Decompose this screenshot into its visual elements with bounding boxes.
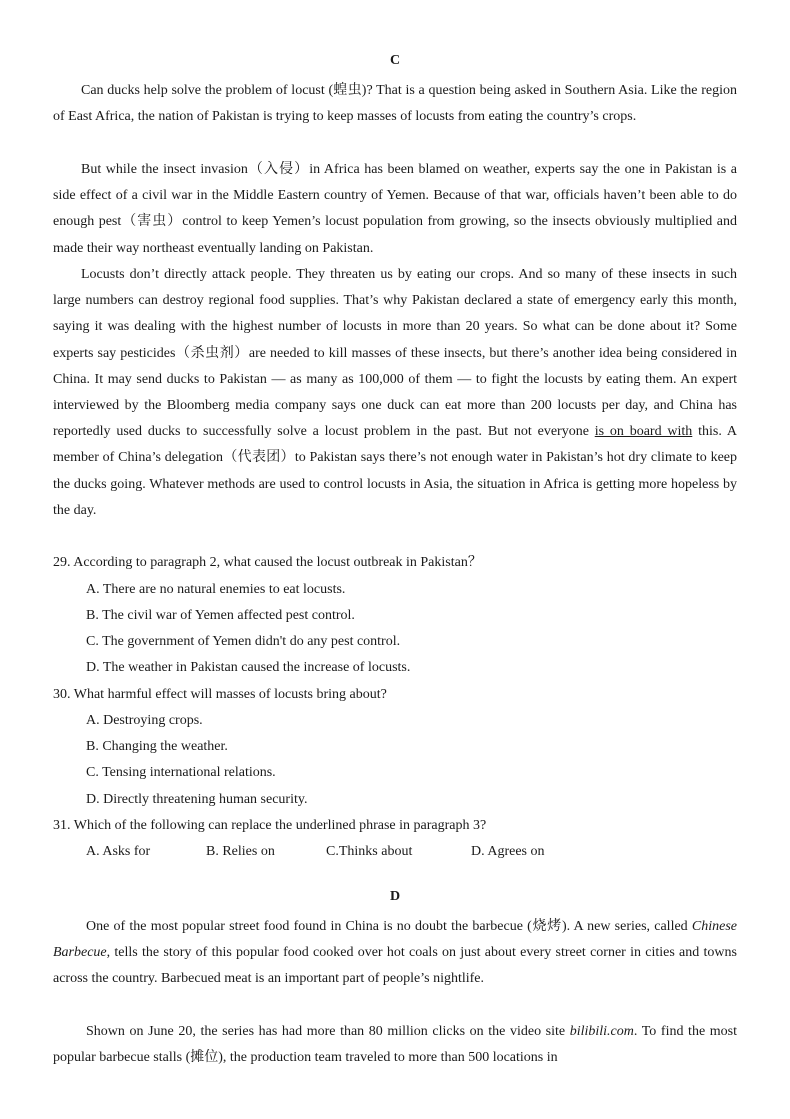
paragraph-d2-text-b: . To find the most popular barbecue stalls (摊位), the production team traveled to more than 500 locations in (53, 1024, 737, 1066)
series-title: Chinese Barbecue (53, 919, 737, 961)
question-29-option-b[interactable]: B. The civil war of Yemen affected pest control. (86, 608, 355, 623)
section-c-paragraph-1: Can ducks help solve the problem of locust (蝗虫)? That is a question being asked in Southern Asia. Like the region of East Africa, the nation of Pakistan is trying to keep masses of locusts from eating the country’s crops. (53, 83, 737, 125)
paragraph-d1-text-b: , tells the story of this popular food cooked over hot coals on just about every street corner in cities and towns across the country. Barbecued meat is an important part of people’s nightlife. (53, 945, 737, 987)
paragraph-d2-text-a: Shown on June 20, the series has had more than 80 million clicks on the video site (86, 1024, 570, 1039)
underlined-phrase: is on board with (594, 424, 693, 440)
section-c-title: C (389, 53, 401, 68)
question-30-stem: 30. What harmful effect will masses of locusts bring about? (53, 687, 387, 702)
paragraph-3-text-after: this. A member of China’s delegation（代表团）to Pakistan says there’s not enough water in Pakistan’s hot dry climate to keep the ducks going. Whatever methods are used to control locusts in Asia, the situation in Africa is getting more hopeless by the day. (53, 424, 737, 518)
section-c-paragraph-3 (53, 262, 737, 524)
question-31-option-a[interactable]: A. Asks for (86, 844, 151, 859)
question-29-option-d[interactable]: D. The weather in Pakistan caused the increase of locusts. (86, 660, 411, 675)
question-29-option-a[interactable]: A. There are no natural enemies to eat locusts. (86, 582, 346, 597)
question-30-option-d[interactable]: D. Directly threatening human security. (86, 792, 308, 807)
section-d-paragraph-2 (53, 1019, 737, 1071)
question-29-stem: 29. According to paragraph 2, what caused the locust outbreak in Pakistan？ (53, 555, 482, 570)
section-c-paragraph-2: But while the insect invasion（入侵）in Africa has been blamed on weather, experts say the one in Pakistan is a side effect of a civil war in the Middle Eastern country of Yemen. Because of that war, officials haven’t been able to do enough pest（害虫）control to keep Yemen’s locust population from growing, so the insects obviously multiplied and made their way northeast eventually landing on Pakistan. (53, 162, 737, 256)
section-d-title: D (389, 889, 401, 904)
paragraph-d1-text-a: One of the most popular street food found in China is no doubt the barbecue (烧烤). A new series, called (86, 919, 692, 934)
question-31-option-d[interactable]: D. Agrees on (471, 844, 545, 859)
question-31-stem: 31. Which of the following can replace the underlined phrase in paragraph 3? (53, 818, 487, 833)
question-30-option-a[interactable]: A. Destroying crops. (86, 713, 203, 728)
question-31-option-c[interactable]: C.Thinks about (326, 844, 413, 859)
section-d-paragraph-1 (53, 914, 737, 993)
question-31-option-b[interactable]: B. Relies on (206, 844, 275, 859)
paragraph-3-text-before: Locusts don’t directly attack people. They threaten us by eating our crops. And so many of these insects in such large numbers can destroy regional food supplies. That’s why Pakistan declared a state of emergency early this month, saying it was dealing with the highest number of locusts in more than 20 years. So what can be done about it? Some experts say pesticides（杀虫剂）are needed to kill masses of these insects, but there’s another idea being considered in China. It may send ducks to Pakistan — as many as 100,000 of them — to fight the locusts by eating them. An expert interviewed by the Bloomberg media company says one duck can eat more than 200 locusts per day, and China has reportedly used ducks to successfully solve a locust problem in the past. But not everyone (53, 267, 737, 440)
video-site-name: bilibili.com (569, 1024, 634, 1039)
question-30-option-b[interactable]: B. Changing the weather. (86, 739, 228, 754)
question-30-option-c[interactable]: C. Tensing international relations. (86, 765, 276, 780)
question-29-option-c[interactable]: C. The government of Yemen didn't do any pest control. (86, 634, 401, 649)
